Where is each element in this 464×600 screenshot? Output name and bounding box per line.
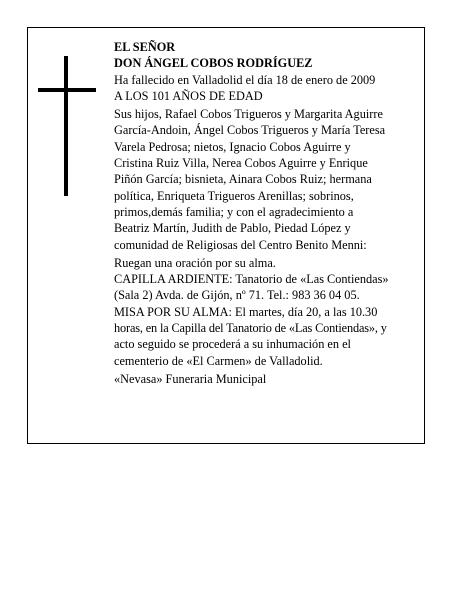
mass-line: cementerio de «El Carmen» de Valladolid. (114, 353, 323, 368)
family-line: Beatriz Martín, Judith de Pablo, Piedad López y (114, 221, 351, 236)
cross-vertical-bar (64, 56, 68, 196)
cross-icon (38, 56, 96, 196)
family-line: Varela Pedrosa; nietos, Ignacio Cobos Aguirre y (114, 139, 351, 154)
mass-line: horas, en la Capilla del Tanatorio de «Las Contiendas», y (114, 321, 387, 336)
family-line: política, Enriqueta Trigueros Arenillas; sobrinos, (114, 188, 354, 203)
family-line: Sus hijos, Rafael Cobos Trigueros y Margarita Aguirre (114, 107, 383, 122)
prayer-line: Ruegan una oración por su alma. (114, 255, 276, 270)
family-line: Cristina Ruiz Villa, Nerea Cobos Aguirre y Enrique (114, 156, 368, 171)
title-line-1: EL SEÑOR (114, 40, 176, 54)
mass-line: acto seguido se procederá a su inhumación en el (114, 337, 351, 352)
obituary-text (114, 39, 432, 387)
cross-horizontal-bar (38, 88, 96, 92)
family-paragraph (114, 106, 432, 253)
funeral-home: «Nevasa» Funeraria Municipal (114, 371, 267, 386)
death-announcement: Ha fallecido en Valladolid el día 18 de enero de 2009 (114, 72, 376, 87)
family-line: García-Andoin, Ángel Cobos Trigueros y María Teresa (114, 123, 386, 138)
chapel-line: (Sala 2) Avda. de Gijón, nº 71. Tel.: 983 36 04 05. (114, 288, 360, 303)
age-line: A LOS 101 AÑOS DE EDAD (114, 88, 263, 103)
title-line-2: DON ÁNGEL COBOS RODRÍGUEZ (114, 56, 313, 71)
chapel-paragraph (114, 271, 432, 304)
family-line: comunidad de Religiosas del Centro Benito Menni: (114, 237, 367, 252)
family-line: Piñón García; bisnieta, Ainara Cobos Ruiz; hermana (114, 172, 372, 187)
family-line: primos,demás familia; y con el agradecimiento a (114, 204, 354, 219)
mass-line: MISA POR SU ALMA: El martes, día 20, a las 10.30 (114, 304, 378, 319)
chapel-line: CAPILLA ARDIENTE: Tanatorio de «Las Contiendas» (114, 272, 389, 287)
mass-paragraph (114, 304, 432, 369)
